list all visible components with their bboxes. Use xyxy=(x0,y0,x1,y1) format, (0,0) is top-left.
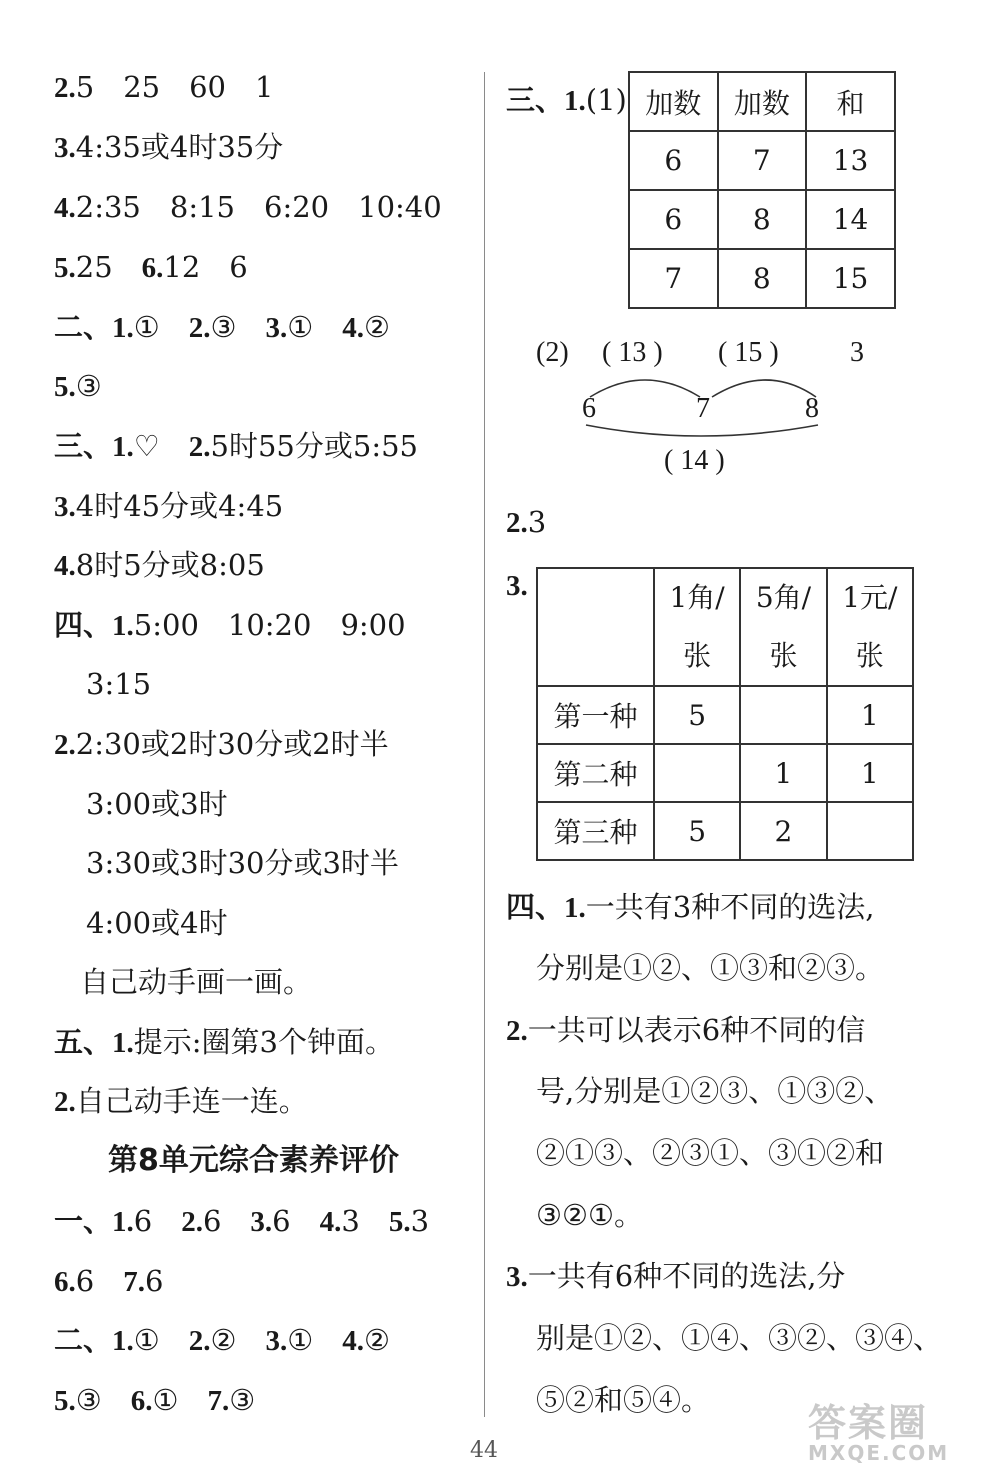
q4-line-5: ②①③、②③①、③①②和 xyxy=(536,1136,885,1170)
q3-1-label: 三、1.(1) xyxy=(506,83,627,117)
table-cell: 13 xyxy=(806,131,895,190)
sum-diagram xyxy=(536,335,880,480)
section-heading: 第8单元综合素养评价 xyxy=(108,1143,399,1178)
answer-line-14: 3:30或3时30分或3时半 xyxy=(86,846,399,880)
table-cell xyxy=(654,744,740,802)
table-row xyxy=(629,190,895,249)
answer-line-17: 五、1.提示:圈第3个钟面。 xyxy=(54,1025,394,1059)
watermark-logo: 答案圈 MXQE.COM xyxy=(808,1401,950,1465)
table-header-cell: 加数 xyxy=(629,72,718,131)
table-cell: 第一种 xyxy=(537,686,654,744)
table-cell: 2 xyxy=(740,802,826,860)
column-divider xyxy=(484,72,485,1417)
section-answer-line-2: 6.6 7.6 xyxy=(54,1264,164,1298)
table-cell: 6 xyxy=(629,190,718,249)
q2-answer: 2.3 xyxy=(506,505,547,539)
table-cell: 1 xyxy=(740,744,826,802)
section-answer-line-3: 二、1.① 2.② 3.① 4.② xyxy=(54,1323,391,1357)
table-cell: 5 xyxy=(654,802,740,860)
table-cell: 第三种 xyxy=(537,802,654,860)
q4-line-7: 3.一共有6种不同的选法,分 xyxy=(506,1259,846,1293)
table-cell: 1 xyxy=(827,686,913,744)
table-header-cell: 5角/ 张 xyxy=(740,568,826,686)
diagram-arc-bottom xyxy=(586,425,818,436)
section-answer-line-4: 5.③ 6.① 7.③ xyxy=(54,1383,256,1417)
q4-line-6: ③②①。 xyxy=(536,1198,643,1232)
page-number: 44 xyxy=(470,1438,498,1463)
diagram-top-right-sum: ( 15 ) xyxy=(718,337,779,368)
answer-line-16: 自己动手画一画。 xyxy=(80,965,313,999)
q4-line-9: ⑤②和⑤④。 xyxy=(536,1383,711,1417)
money-table xyxy=(536,567,914,861)
table-cell: 7 xyxy=(718,131,807,190)
answer-line-18: 2.自己动手连一连。 xyxy=(54,1084,308,1118)
answer-line-12: 2.2:30或2时30分或2时半 xyxy=(54,727,389,761)
table-cell: 7 xyxy=(629,249,718,308)
diagram-number: 6 xyxy=(582,393,596,424)
answer-line-3: 4.2:35 8:15 6:20 10:40 xyxy=(54,190,442,224)
table-cell: 8 xyxy=(718,249,807,308)
diagram-sub-label: (2) xyxy=(536,337,569,368)
table-header-cell: 和 xyxy=(806,72,895,131)
table-header-row xyxy=(629,72,895,131)
addition-table xyxy=(628,71,896,309)
table-header-cell: 1元/ 张 xyxy=(827,568,913,686)
answer-line-2: 3.4:35或4时35分 xyxy=(54,130,284,164)
diagram-number: 8 xyxy=(805,393,819,424)
diagram-number: 7 xyxy=(696,393,710,424)
q4-line-1: 四、1.一共有3种不同的选法, xyxy=(506,890,875,924)
section-answer-line-1: 一、1.6 2.6 3.6 4.3 5.3 xyxy=(54,1204,430,1238)
answer-line-6: 5.③ xyxy=(54,369,102,403)
table-header-cell: 加数 xyxy=(718,72,807,131)
table-row xyxy=(537,744,913,802)
answer-line-8: 3.4时45分或4:45 xyxy=(54,489,284,523)
answer-line-15: 4:00或4时 xyxy=(86,906,228,940)
table-cell: 8 xyxy=(718,190,807,249)
table-header-row xyxy=(537,568,913,686)
q3-label: 3. xyxy=(506,570,528,602)
table-cell xyxy=(827,802,913,860)
answer-line-5: 二、1.① 2.③ 3.① 4.② xyxy=(54,310,391,344)
table-cell: 5 xyxy=(654,686,740,744)
diagram-arc-left xyxy=(590,380,700,397)
diagram-arc-right xyxy=(712,380,816,397)
answer-line-11: 3:15 xyxy=(86,667,152,701)
table-cell: 1 xyxy=(827,744,913,802)
q4-line-2: 分别是①②、①③和②③。 xyxy=(536,951,885,985)
table-cell xyxy=(740,686,826,744)
diagram-top-left-sum: ( 13 ) xyxy=(602,337,663,368)
table-row xyxy=(629,249,895,308)
table-cell: 15 xyxy=(806,249,895,308)
answer-line-4: 5.25 6.12 6 xyxy=(54,250,248,284)
table-cell: 6 xyxy=(629,131,718,190)
table-row xyxy=(537,686,913,744)
q4-line-3: 2.一共可以表示6种不同的信 xyxy=(506,1013,866,1047)
answer-line-7: 三、1.♡ 2.5时55分或5:55 xyxy=(54,429,418,463)
table-cell: 第二种 xyxy=(537,744,654,802)
answer-line-9: 4.8时5分或8:05 xyxy=(54,548,265,582)
table-row xyxy=(537,802,913,860)
answer-line-10: 四、1.5:00 10:20 9:00 xyxy=(54,608,406,642)
q4-line-4: 号,分别是①②③、①③②、 xyxy=(536,1074,894,1108)
table-cell: 14 xyxy=(806,190,895,249)
answer-line-13: 3:00或3时 xyxy=(86,787,228,821)
table-header-cell xyxy=(537,568,654,686)
diagram-count: 3 xyxy=(850,337,864,368)
table-row xyxy=(629,131,895,190)
diagram-bottom-sum: ( 14 ) xyxy=(664,445,725,476)
answer-line-1: 2.5 25 60 1 xyxy=(54,70,274,104)
table-header-cell: 1角/ 张 xyxy=(654,568,740,686)
q4-line-8: 别是①②、①④、③②、③④、 xyxy=(536,1321,943,1355)
